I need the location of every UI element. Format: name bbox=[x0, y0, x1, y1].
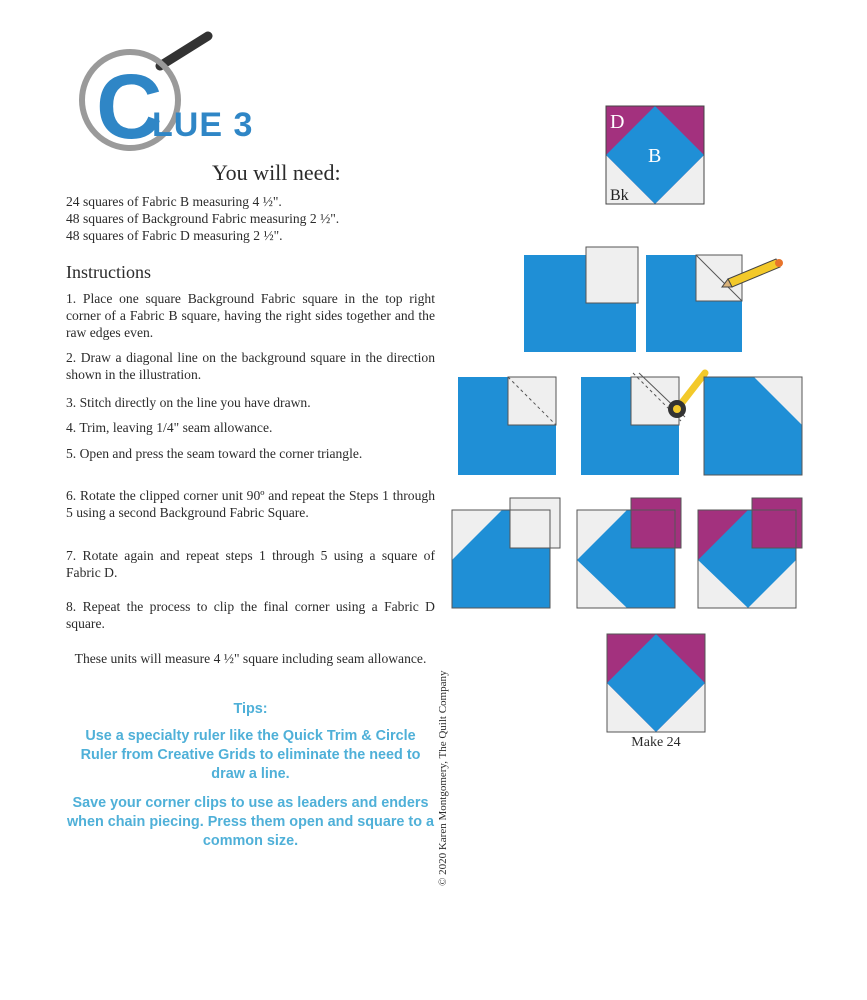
copyright-notice: © 2020 Karen Montgomery, The Quilt Company bbox=[437, 670, 449, 886]
step-3: 3. Stitch directly on the line you have drawn. bbox=[66, 395, 311, 410]
step-6: 6. Rotate the clipped corner unit 90º and repeat the Steps 1 through 5 using a second Background Fabric Square. bbox=[66, 488, 435, 520]
step-1-diagram bbox=[524, 247, 638, 352]
tips-title: Tips: bbox=[233, 701, 268, 717]
finished-block bbox=[607, 634, 705, 732]
step-7-diagram bbox=[577, 498, 681, 608]
make-count-label: Make 24 bbox=[631, 735, 681, 750]
step-8: 8. Repeat the process to clip the final corner using a Fabric D square. bbox=[66, 599, 435, 631]
step-5-diagram bbox=[704, 377, 802, 475]
step-7: 7. Rotate again and repeat steps 1 through 5 using a square of Fabric D. bbox=[66, 548, 435, 580]
clue-title: LUE 3 bbox=[152, 106, 254, 144]
step-2-diagram bbox=[646, 255, 783, 352]
you-will-need-heading: You will need: bbox=[212, 160, 341, 185]
piecing-diagrams bbox=[440, 100, 860, 780]
needs-item: 48 squares of Background Fabric measuring 2 ½". bbox=[66, 211, 340, 226]
needs-item: 48 squares of Fabric D measuring 2 ½". bbox=[66, 228, 283, 243]
logo-letter: C bbox=[96, 56, 163, 158]
step-1: 1. Place one square Background Fabric square in the top right corner of a Fabric B square, having the right sides together and the raw edges even. bbox=[66, 291, 435, 340]
finished-block-labeled bbox=[606, 106, 704, 204]
tip-corner-clips: Save your corner clips to use as leaders and enders when chain piecing. Press them open and square to a common size. bbox=[66, 795, 435, 849]
step-2: 2. Draw a diagonal line on the background square in the direction shown in the illustration. bbox=[66, 350, 435, 382]
step-6-diagram bbox=[452, 498, 560, 608]
tip-ruler: Use a specialty ruler like the Quick Trim & Circle Ruler from Creative Grids to eliminate the need to draw a line. bbox=[80, 728, 421, 782]
label-bk: Bk bbox=[610, 187, 629, 204]
needs-list bbox=[66, 193, 339, 244]
instructions-heading: Instructions bbox=[66, 262, 151, 282]
label-b: B bbox=[648, 145, 662, 167]
magnifier-handle-icon bbox=[160, 36, 208, 66]
measure-note: These units will measure 4 ½" square including seam allowance. bbox=[74, 651, 427, 666]
step-3-diagram bbox=[458, 377, 556, 475]
label-d: D bbox=[610, 111, 625, 133]
step-8-diagram bbox=[698, 498, 802, 608]
step-4: 4. Trim, leaving 1/4" seam allowance. bbox=[66, 420, 273, 435]
step-5: 5. Open and press the seam toward the corner triangle. bbox=[66, 446, 363, 461]
needs-item: 24 squares of Fabric B measuring 4 ½". bbox=[66, 194, 282, 209]
step-4-diagram bbox=[581, 373, 705, 475]
